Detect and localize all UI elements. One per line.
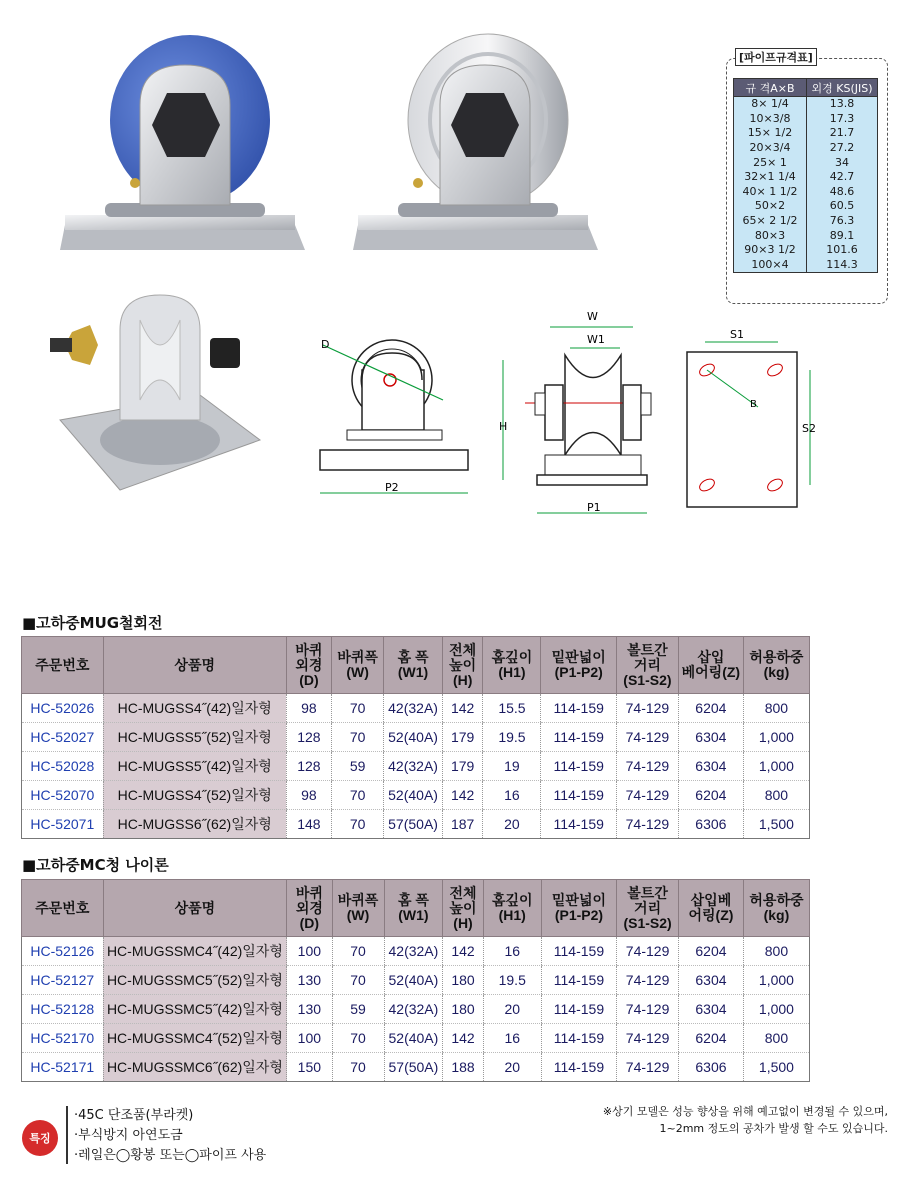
header-order-number: 주문번호 [22, 637, 104, 694]
order-number-cell: HC-52028 [22, 752, 104, 781]
bearing-cell: 6204 [678, 781, 743, 810]
wheel-diameter-cell: 148 [286, 810, 331, 839]
groove-depth-cell: 19.5 [483, 966, 541, 995]
pipe-od-cell: 101.6 [807, 243, 878, 258]
header-wheel-width: 바퀴폭 (W) [332, 880, 384, 937]
pipe-od-cell: 42.7 [807, 170, 878, 185]
pipe-spec-row [734, 214, 878, 229]
bearing-cell: 6304 [679, 966, 744, 995]
load-capacity-cell: 1,500 [743, 1053, 809, 1082]
pipe-od-cell: 48.6 [807, 185, 878, 200]
base-size-cell: 114-159 [541, 781, 617, 810]
bolt-distance-cell: 74-129 [617, 995, 679, 1024]
table-row [22, 752, 810, 781]
groove-width-cell: 42(32A) [384, 995, 443, 1024]
bearing-cell: 6204 [679, 937, 744, 966]
header-groove-depth: 홈깊이 (H1) [483, 880, 541, 937]
pipe-size-cell: 10×3/8 [734, 112, 807, 127]
feature-divider [66, 1106, 68, 1164]
disclaimer-line-1: ※상기 모델은 성능 향상을 위해 예고없이 변경될 수 있으며, [602, 1105, 888, 1118]
pipe-size-cell: 25× 1 [734, 155, 807, 170]
load-capacity-cell: 1,000 [743, 723, 809, 752]
total-height-cell: 180 [443, 995, 483, 1024]
bearing-cell: 6304 [678, 752, 743, 781]
header-bolt-distance: 볼트간 거리 (S1-S2) [616, 637, 678, 694]
wheel-diameter-cell: 128 [286, 752, 331, 781]
wheel-diameter-cell: 130 [287, 995, 332, 1024]
groove-depth-cell: 20 [483, 810, 541, 839]
wheel-width-cell: 70 [332, 966, 384, 995]
pipe-spec-row [734, 258, 878, 273]
product-name-cell: HC-MUGSS6˝(62)일자형 [103, 810, 286, 839]
bolt-distance-cell: 74-129 [616, 810, 678, 839]
header-bolt-distance: 볼트간 거리 (S1-S2) [617, 880, 679, 937]
pipe-od-cell: 76.3 [807, 214, 878, 229]
wheel-diameter-cell: 100 [287, 1024, 332, 1053]
pipe-spec-row [734, 141, 878, 156]
bolt-distance-cell: 74-129 [616, 694, 678, 723]
header-total-height: 전체 높이 (H) [442, 637, 482, 694]
table-row [22, 694, 810, 723]
base-size-cell: 114-159 [541, 810, 617, 839]
base-size-cell: 114-159 [541, 723, 617, 752]
dim-label-s1: S1 [730, 328, 744, 341]
table-row [22, 781, 810, 810]
groove-width-cell: 52(40A) [384, 781, 443, 810]
groove-depth-cell: 16 [483, 937, 541, 966]
base-size-cell: 114-159 [541, 966, 616, 995]
order-number-cell: HC-52170 [22, 1024, 104, 1053]
pipe-od-cell: 21.7 [807, 126, 878, 141]
total-height-cell: 142 [443, 1024, 483, 1053]
load-capacity-cell: 1,000 [743, 995, 809, 1024]
wheel-diameter-cell: 98 [286, 694, 331, 723]
pipe-size-cell: 65× 2 1/2 [734, 214, 807, 229]
pipe-size-cell: 100×4 [734, 258, 807, 273]
header-groove-width: 홈 폭 (W1) [384, 880, 443, 937]
side-view-diagram [315, 325, 475, 500]
load-capacity-cell: 800 [743, 1024, 809, 1053]
bolt-distance-cell: 74-129 [616, 752, 678, 781]
section-title-mc-nylon: ■고하중MC청 나이론 [22, 856, 169, 874]
bearing-cell: 6204 [678, 694, 743, 723]
base-size-cell: 114-159 [541, 937, 616, 966]
base-size-cell: 114-159 [541, 752, 617, 781]
order-number-cell: HC-52171 [22, 1053, 104, 1082]
header-base-size: 밑판넓이 (P1-P2) [541, 637, 617, 694]
pipe-spec-row [734, 199, 878, 214]
groove-depth-cell: 19.5 [483, 723, 541, 752]
table-row [22, 723, 810, 752]
header-wheel-diameter: 바퀴 외경 (D) [287, 880, 332, 937]
disclaimer-line-2: 1~2mm 정도의 공차가 발생 할 수도 있습니다. [659, 1122, 888, 1135]
wheel-width-cell: 70 [332, 694, 384, 723]
product-name-cell: HC-MUGSSMC4˝(52)일자형 [103, 1024, 287, 1053]
order-number-cell: HC-52127 [22, 966, 104, 995]
header-product-name: 상품명 [103, 637, 286, 694]
groove-width-cell: 42(32A) [384, 752, 443, 781]
pipe-spec-table [733, 78, 878, 273]
table-row [22, 1024, 810, 1053]
feature-item-1: ·45C 단조품(부라켓) [74, 1108, 194, 1123]
table-row [22, 1053, 810, 1082]
bearing-cell: 6304 [679, 995, 744, 1024]
wheel-width-cell: 70 [332, 1053, 384, 1082]
groove-depth-cell: 16 [483, 781, 541, 810]
header-groove-width: 홈 폭 (W1) [384, 637, 443, 694]
base-size-cell: 114-159 [541, 694, 617, 723]
groove-depth-cell: 20 [483, 995, 541, 1024]
pipe-od-cell: 13.8 [807, 97, 878, 112]
pipe-spec-row [734, 185, 878, 200]
bearing-cell: 6306 [679, 1053, 744, 1082]
pipe-size-cell: 15× 1/2 [734, 126, 807, 141]
dim-label-d: D [321, 338, 330, 351]
pipe-spec-row [734, 170, 878, 185]
wheel-width-cell: 59 [332, 752, 384, 781]
groove-width-cell: 57(50A) [384, 1053, 443, 1082]
base-plate-diagram [680, 325, 825, 510]
groove-width-cell: 52(40A) [384, 1024, 443, 1053]
wheel-diameter-cell: 150 [287, 1053, 332, 1082]
header-total-height: 전체 높이 (H) [443, 880, 483, 937]
total-height-cell: 142 [442, 694, 482, 723]
dim-label-w: W [587, 310, 598, 323]
header-bearing: 삽입 베어링(Z) [678, 637, 743, 694]
base-size-cell: 114-159 [541, 1053, 616, 1082]
groove-width-cell: 42(32A) [384, 694, 443, 723]
wheel-width-cell: 70 [332, 723, 384, 752]
dim-label-b: B [750, 399, 757, 410]
pipe-spec-row [734, 112, 878, 127]
header-base-size: 밑판넓이 (P1-P2) [541, 880, 616, 937]
pipe-size-cell: 50×2 [734, 199, 807, 214]
pipe-size-cell: 90×3 1/2 [734, 243, 807, 258]
bearing-cell: 6306 [678, 810, 743, 839]
header-groove-depth: 홈깊이 (H1) [483, 637, 541, 694]
pipe-spec-row [734, 97, 878, 112]
order-number-cell: HC-52027 [22, 723, 104, 752]
pipe-od-cell: 17.3 [807, 112, 878, 127]
bolt-distance-cell: 74-129 [616, 781, 678, 810]
order-number-cell: HC-52126 [22, 937, 104, 966]
order-number-cell: HC-52128 [22, 995, 104, 1024]
pipe-size-cell: 80×3 [734, 228, 807, 243]
base-size-cell: 114-159 [541, 1024, 616, 1053]
groove-width-cell: 57(50A) [384, 810, 443, 839]
groove-depth-cell: 19 [483, 752, 541, 781]
total-height-cell: 179 [442, 723, 482, 752]
load-capacity-cell: 1,000 [743, 752, 809, 781]
total-height-cell: 180 [443, 966, 483, 995]
bolt-distance-cell: 74-129 [617, 1053, 679, 1082]
groove-depth-cell: 15.5 [483, 694, 541, 723]
order-number-cell: HC-52026 [22, 694, 104, 723]
table-row [22, 937, 810, 966]
feature-item-2: ·부식방지 아연도금 [74, 1128, 183, 1143]
wheel-width-cell: 59 [332, 995, 384, 1024]
wheel-width-cell: 70 [332, 937, 384, 966]
header-wheel-diameter: 바퀴 외경 (D) [286, 637, 331, 694]
dim-label-p2: P2 [385, 481, 399, 494]
pipe-header-size: 규 격A×B [734, 79, 807, 97]
table-row [22, 995, 810, 1024]
total-height-cell: 142 [442, 781, 482, 810]
wheel-width-cell: 70 [332, 810, 384, 839]
bearing-cell: 6204 [679, 1024, 744, 1053]
header-bearing: 삽입베 어링(Z) [679, 880, 744, 937]
pipe-header-od: 외경 KS(JIS) [807, 79, 878, 97]
product-name-cell: HC-MUGSS5˝(52)일자형 [103, 723, 286, 752]
pipe-spec-row [734, 228, 878, 243]
total-height-cell: 187 [442, 810, 482, 839]
groove-depth-cell: 20 [483, 1053, 541, 1082]
pipe-od-cell: 89.1 [807, 228, 878, 243]
header-product-name: 상품명 [103, 880, 287, 937]
dim-label-p1: P1 [587, 501, 601, 514]
product-photo-blue-nylon-caster [55, 25, 315, 260]
wheel-diameter-cell: 98 [286, 781, 331, 810]
spec-table-mc-nylon [21, 879, 810, 1082]
bolt-distance-cell: 74-129 [617, 937, 679, 966]
pipe-size-cell: 8× 1/4 [734, 97, 807, 112]
dim-label-w1: W1 [587, 333, 605, 346]
dim-label-s2: S2 [802, 422, 816, 435]
pipe-od-cell: 27.2 [807, 141, 878, 156]
header-order-number: 주문번호 [22, 880, 104, 937]
pipe-spec-row [734, 126, 878, 141]
product-name-cell: HC-MUGSSMC5˝(52)일자형 [103, 966, 287, 995]
wheel-diameter-cell: 130 [287, 966, 332, 995]
feature-item-3: ·레일은◯황봉 또는◯파이프 사용 [74, 1148, 267, 1163]
load-capacity-cell: 800 [743, 937, 809, 966]
groove-width-cell: 52(40A) [384, 966, 443, 995]
table-row [22, 966, 810, 995]
bolt-distance-cell: 74-129 [617, 966, 679, 995]
total-height-cell: 142 [443, 937, 483, 966]
product-name-cell: HC-MUGSSMC6˝(62)일자형 [103, 1053, 287, 1082]
wheel-diameter-cell: 128 [286, 723, 331, 752]
load-capacity-cell: 800 [743, 694, 809, 723]
groove-width-cell: 52(40A) [384, 723, 443, 752]
groove-width-cell: 42(32A) [384, 937, 443, 966]
bearing-cell: 6304 [678, 723, 743, 752]
bolt-distance-cell: 74-129 [616, 723, 678, 752]
pipe-spec-row [734, 243, 878, 258]
product-name-cell: HC-MUGSSMC4˝(42)일자형 [103, 937, 287, 966]
product-name-cell: HC-MUGSS4˝(52)일자형 [103, 781, 286, 810]
pipe-od-cell: 34 [807, 155, 878, 170]
bolt-distance-cell: 74-129 [617, 1024, 679, 1053]
base-size-cell: 114-159 [541, 995, 616, 1024]
wheel-diameter-cell: 100 [287, 937, 332, 966]
product-photo-steel-caster [348, 25, 610, 260]
total-height-cell: 188 [443, 1053, 483, 1082]
load-capacity-cell: 800 [743, 781, 809, 810]
order-number-cell: HC-52070 [22, 781, 104, 810]
pipe-spec-row [734, 155, 878, 170]
product-name-cell: HC-MUGSSMC5˝(42)일자형 [103, 995, 287, 1024]
product-photo-side-caster [50, 290, 270, 500]
wheel-width-cell: 70 [332, 1024, 384, 1053]
load-capacity-cell: 1,000 [743, 966, 809, 995]
product-name-cell: HC-MUGSS5˝(42)일자형 [103, 752, 286, 781]
pipe-size-cell: 32×1 1/4 [734, 170, 807, 185]
product-name-cell: HC-MUGSS4˝(42)일자형 [103, 694, 286, 723]
feature-badge: 특징 [22, 1120, 58, 1156]
total-height-cell: 179 [442, 752, 482, 781]
front-view-diagram [495, 305, 670, 520]
spec-table-mug-steel [21, 636, 810, 839]
order-number-cell: HC-52071 [22, 810, 104, 839]
header-load-capacity: 허용하중 (kg) [743, 880, 809, 937]
pipe-od-cell: 60.5 [807, 199, 878, 214]
pipe-size-cell: 40× 1 1/2 [734, 185, 807, 200]
pipe-od-cell: 114.3 [807, 258, 878, 273]
groove-depth-cell: 16 [483, 1024, 541, 1053]
table-row [22, 810, 810, 839]
pipe-size-cell: 20×3/4 [734, 141, 807, 156]
load-capacity-cell: 1,500 [743, 810, 809, 839]
header-load-capacity: 허용하중 (kg) [743, 637, 809, 694]
header-wheel-width: 바퀴폭 (W) [332, 637, 384, 694]
dim-label-h: H [499, 420, 508, 433]
wheel-width-cell: 70 [332, 781, 384, 810]
pipe-spec-title: [파이프규격표] [735, 48, 817, 66]
section-title-mug-steel: ■고하중MUG철회전 [22, 614, 163, 632]
